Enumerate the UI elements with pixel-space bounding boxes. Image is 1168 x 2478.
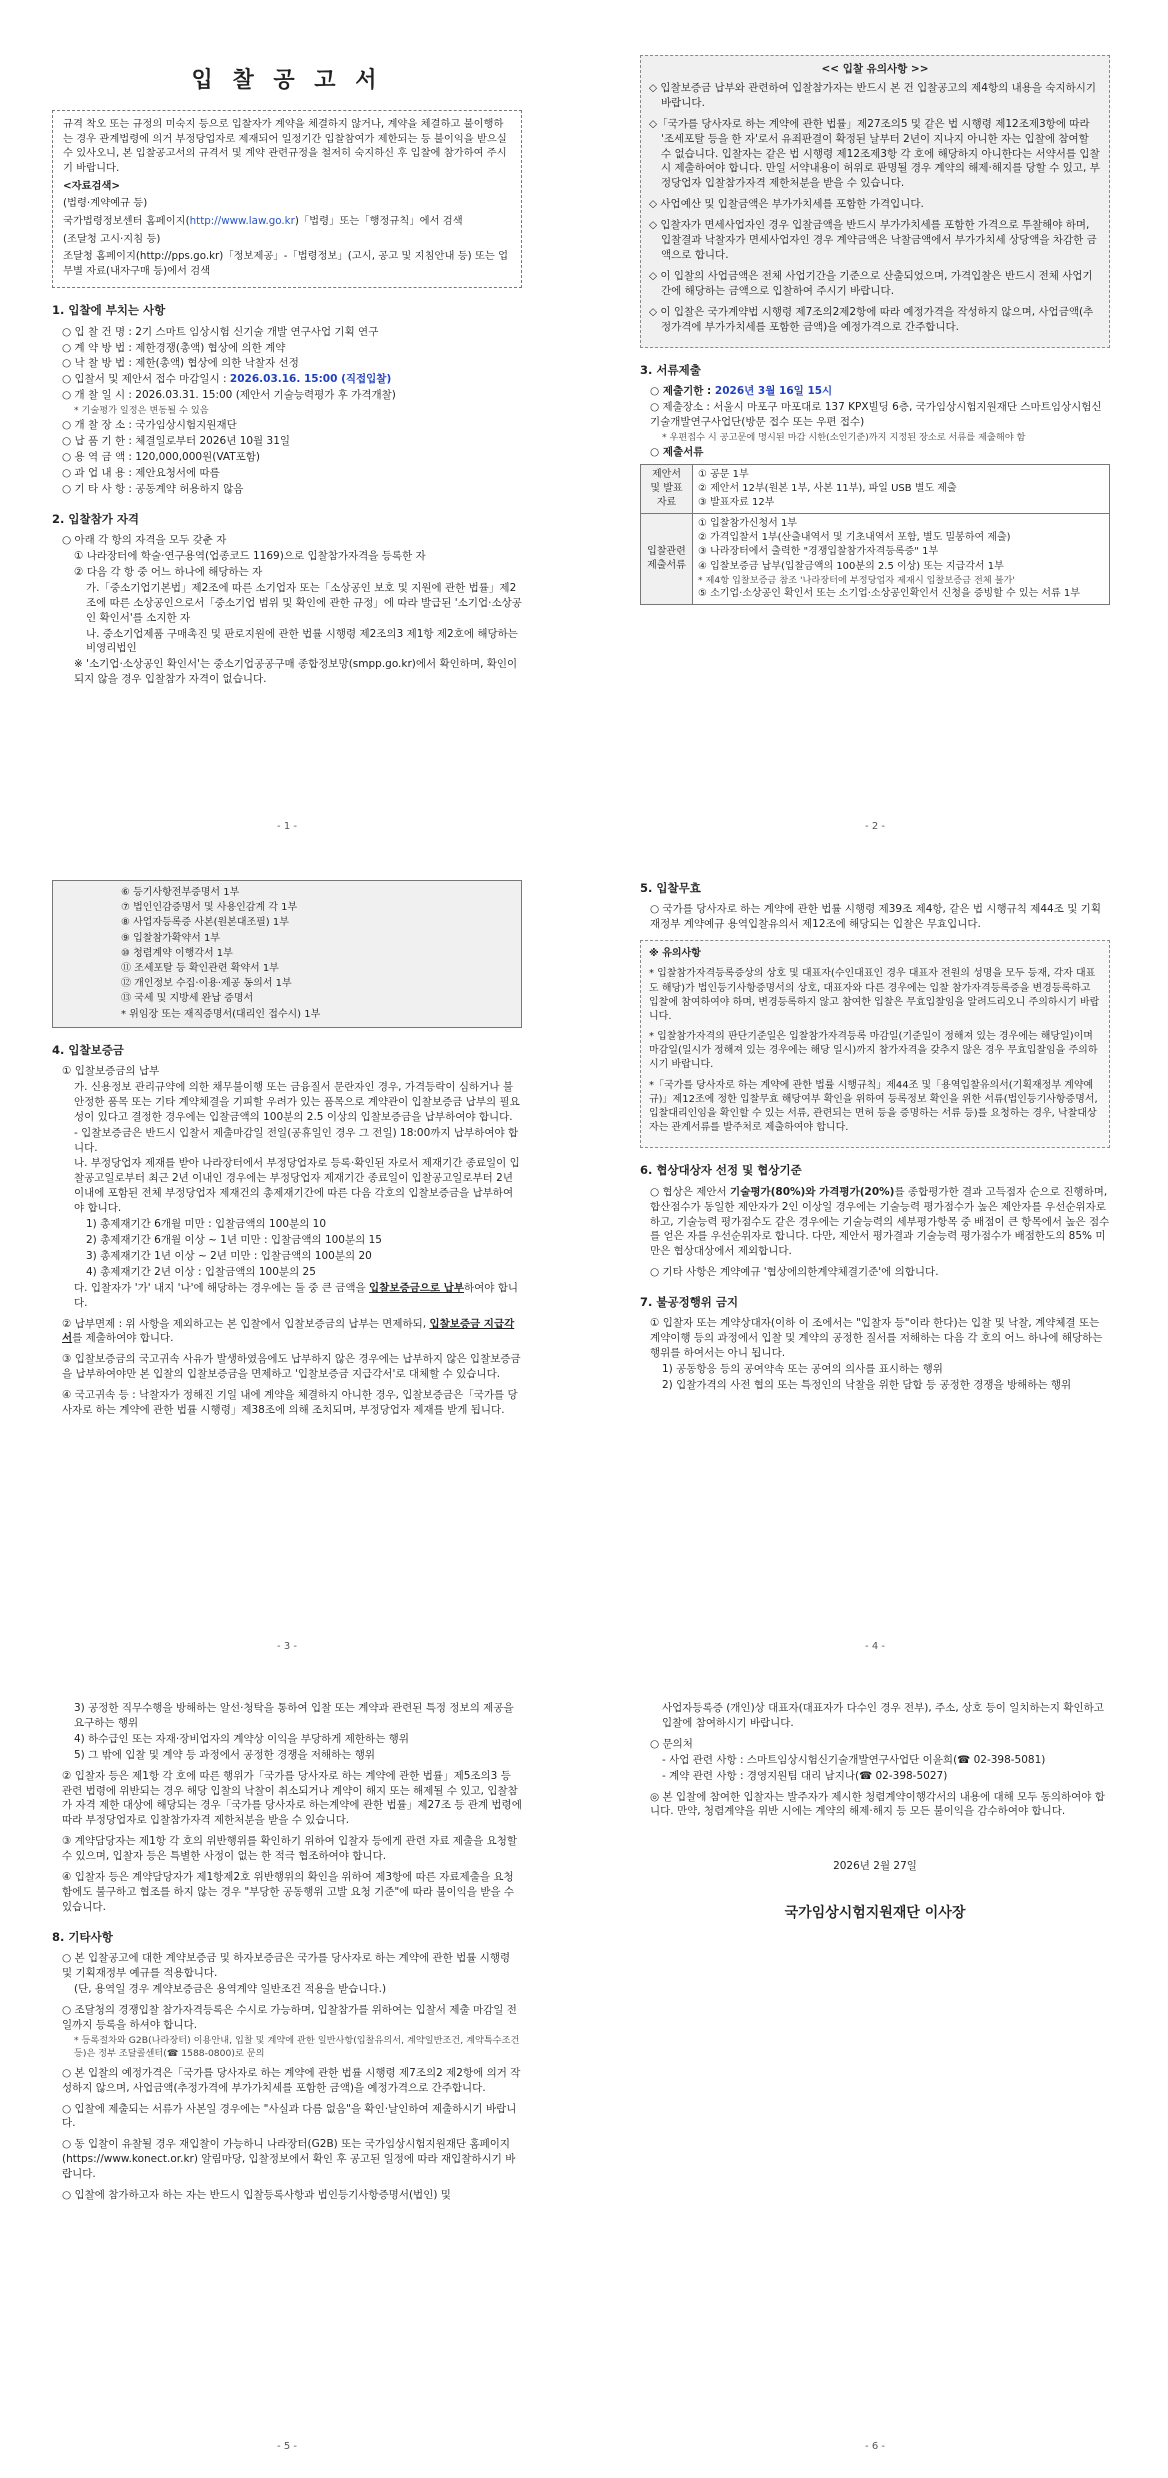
deposit-item: 4) 총제재기간 2년 이상 : 입찰금액의 100분의 25 bbox=[86, 1265, 316, 1278]
deposit-item: ④ 국고귀속 등 : 낙찰자가 정해진 기일 내에 계약을 체결하지 아니한 경우, 입찰보증금은「국가를 당사자로 하는 계약에 관한 법률 시행령」제38조에 의해 조치되며, 부정당업자 제재를 받게 됩니다. bbox=[62, 1389, 518, 1417]
other-item: ○ 입찰에 제출되는 서류가 사본일 경우에는 "사실과 다름 없음"을 확인·날인하여 제출하시기 바랍니다. bbox=[62, 2102, 517, 2130]
announcement-date: 2026년 2월 27일 bbox=[833, 1860, 917, 1873]
qualification-item: ② 다음 각 항 중 어느 하나에 해당하는 자 bbox=[74, 565, 263, 578]
page-number-1: - 1 - bbox=[277, 821, 297, 832]
note-item: * 입찰참가자격의 판단기준일은 입찰참가자격등록 마감일(기준일이 정해져 있는 경우에는 해당일)이며 마감일(일시가 정해져 있는 경우에는 해당 일시)까지 참가자격을 갖추지 않은 경우 무효입찰임을 주의하시기 바랍니다. bbox=[649, 1031, 1098, 1071]
other-item: ○ 조달청의 경쟁입찰 참가자격등록은 수시로 가능하며, 입찰참가를 위하여는 입찰서 제출 마감일 전일까지 등록을 하셔야 합니다. bbox=[62, 2003, 517, 2031]
doc-item: ③ 발표자료 12부 bbox=[698, 496, 775, 508]
qualification-note: ※ '소기업·소상공인 확인서'는 중소기업공공구매 종합정보망(smpp.go.kr)에서 확인하며, 확인이 되지 않을 경우 입찰참가 자격이 없습니다. bbox=[74, 658, 518, 686]
doc-note: * 제4항 입찰보증금 참조 '나라장터에 부정당업자 제재시 입찰보증금 전체 불가' bbox=[698, 574, 1015, 586]
contact-contract: - 계약 관련 사항 : 경영지원팀 대리 남지나(☎ 02-398-5027) bbox=[662, 1769, 948, 1782]
deposit-item: 1) 총제재기간 6개월 미만 : 입찰금액의 100분의 10 bbox=[86, 1218, 327, 1231]
note-item: * 입찰참가자격등록증상의 상호 및 대표자(수인대표인 경우 대표자 전원의 성명을 모두 등재, 각자 대표도 해당)가 법인등기사항증명서의 상호, 대표자와 다른 경우에는 입찰 참가자격등록증을 변경등록하고 입찰에 참여하여야 하며, 변경등록하지 않고 참여한 입찰은 무효입찰임을 알려드리오니 주의하시기 바랍니다. bbox=[649, 968, 1100, 1022]
other-item: ○ 본 입찰의 예정가격은「국가를 당사자로 하는 계약에 관한 법률 시행령 제7조의2 제2항에 의거 작성하지 않으며, 사업금액(추정가격에 부가가치세를 포함한 금액)을 예정가격으로 간주합니다. bbox=[62, 2066, 521, 2094]
docs-continued-box bbox=[52, 880, 522, 1028]
deposit-item: - 입찰보증금은 반드시 입찰서 제출마감일 전일(공휴일인 경우 그 전일) 18:00까지 납부하여야 합니다. bbox=[74, 1126, 519, 1154]
qualification-item: 나. 중소기업제품 구매촉진 및 판로지원에 관한 법률 시행령 제2조의3 제1항 제2호에 해당하는 비영리법인 bbox=[86, 627, 518, 655]
page-number-6: - 6 - bbox=[865, 2441, 885, 2452]
table-cell bbox=[693, 514, 1110, 605]
negotiation-other: ○ 기타 사항은 계약예규 '협상에의한계약체결기준'에 의합니다. bbox=[650, 1266, 939, 1279]
other-item: ○ 본 입찰공고에 대한 계약보증금 및 하자보증금은 국가를 당사자로 하는 계약에 관한 법률 시행령 및 기획재정부 예규를 적용합니다. bbox=[62, 1952, 511, 1980]
section-8-title: 8. 기타사항 bbox=[52, 1929, 113, 1944]
other-item: ○ 동 입찰이 유찰될 경우 재입찰이 가능하니 나라장터(G2B) 또는 국가임상시험지원재단 홈페이지(https://www.konect.or.kr) 알림마당, 입찰정보에서 확인 후 공고된 일정에 따라 재입찰하시기 바랍니다. bbox=[62, 2138, 516, 2181]
search-line-2: 국가법령정보센터 홈페이지(http://www.law.go.kr)「법령」또는「행정규칙」에서 검색 bbox=[63, 214, 463, 227]
unfair-practice-item: ④ 입찰자 등은 계약담당자가 제1항제2호 위반행위의 확인을 위하여 제3항에 따른 자료제출을 요청함에도 불구하고 협조를 하지 않는 경우 "부당한 공동행위 고발 요청 기준"에 따라 불이익을 받을 수 있습니다. bbox=[62, 1871, 514, 1913]
qualification-item: 가.「중소기업기본법」제2조에 따른 소기업자 또는「소상공인 보호 및 지원에 관한 법률」제2조에 따른 소상공인으로서「중소기업 범위 및 확인에 관한 규정」에 따라 발급된 '소기업·소상공인 확인서'를 소지한 자 bbox=[86, 581, 522, 624]
submission-note: * 우편접수 시 공고문에 명시된 마감 시한(소인기준)까지 지정된 장소로 서류를 제출해야 함 bbox=[662, 431, 1026, 443]
page-5 bbox=[52, 1700, 522, 2204]
page-1 bbox=[52, 55, 522, 688]
caution-item: ◇ 입찰보증금 납부와 관련하여 입찰참가자는 반드시 본 건 입찰공고의 제4항의 내용을 숙지하시기 바랍니다. bbox=[649, 81, 1097, 109]
submission-deadline: ○ 제출기한 : 2026년 3월 16일 15시 bbox=[650, 384, 833, 397]
delivery-deadline: ○ 납 품 기 한 : 체결일로부터 2026년 10월 31일 bbox=[62, 435, 291, 448]
doc-item: ⑫ 개인정보 수집·이용·제공 동의서 1부 bbox=[121, 978, 292, 990]
opening-datetime: ○ 개 찰 일 시 : 2026.03.31. 15:00 (제안서 기술능력평가 후 가격개찰) bbox=[62, 389, 396, 402]
section-4-title: 4. 입찰보증금 bbox=[52, 1042, 124, 1057]
intro-notice-box bbox=[52, 110, 522, 288]
bid-name: ○ 입 찰 건 명 : 2기 스마트 임상시험 신기술 개발 연구사업 기획 연구 bbox=[62, 325, 379, 338]
notes-heading: ※ 유의사항 bbox=[649, 948, 701, 960]
deposit-exemption: ② 납부면제 : 위 사항을 제외하고는 본 입찰에서 입찰보증금의 납부는 면제하되, 입찰보증금 지급각서를 제출하여야 합니다. bbox=[62, 1317, 515, 1345]
caution-item: ◇ 이 입찰은 국가계약법 시행령 제7조의2제2항에 따라 예정가격을 작성하지 않으며, 사업금액(추정가격에 부가가치세를 포함한 금액)을 예정가격으로 간주합니다. bbox=[649, 305, 1094, 333]
deposit-item: 3) 총제재기간 1년 이상 ~ 2년 미만 : 입찰금액의 100분의 20 bbox=[86, 1249, 372, 1262]
unfair-practice-item: 5) 그 밖에 입찰 및 계약 등 과정에서 공정한 경쟁을 저해하는 행위 bbox=[74, 1748, 376, 1761]
other-note: * 등록절차와 G2B(나라장터) 이용안내, 입찰 및 계약에 관한 일반사항(입찰유의서, 계약일반조건, 계약특수조건 등)은 정부 조달콜센터(☎ 1588-0800)로 문의 bbox=[74, 2034, 520, 2059]
section-3-title: 3. 서류제출 bbox=[640, 362, 701, 377]
deposit-item: ③ 입찰보증금의 국고귀속 사유가 발생하였음에도 납부하지 않은 경우에는 납부하지 않은 입찰보증금을 납부하여야만 본 입찰의 입찰보증금을 면제하고 '입찰보증금 지급각서'로 대체할 수 있습니다. bbox=[62, 1353, 521, 1381]
page-3 bbox=[52, 880, 522, 1419]
task-content: ○ 과 업 내 용 : 제안요청서에 따름 bbox=[62, 466, 220, 479]
unfair-practice-item: 1) 공동항응 등의 공여약속 또는 공여의 의사를 표시하는 행위 bbox=[662, 1363, 943, 1376]
document-title: 입 찰 공 고 서 bbox=[191, 68, 383, 93]
section-6-title: 6. 협상대상자 선정 및 협상기준 bbox=[640, 1163, 802, 1178]
contact-heading: ○ 문의처 bbox=[650, 1737, 693, 1750]
section-5-title: 5. 입찰무효 bbox=[640, 881, 701, 895]
doc-item: ⑦ 법인인감증명서 및 사용인감계 각 1부 bbox=[121, 902, 298, 914]
opening-note: * 기술평가 일정은 변동될 수 있음 bbox=[74, 405, 209, 417]
page-number-2: - 2 - bbox=[865, 821, 885, 832]
unfair-practice-item: ② 입찰자 등은 제1항 각 호에 따른 행위가「국가를 당사자로 하는 계약에 관한 법률」제5조의3 등 관련 법령에 위반되는 경우 해당 입찰의 낙찰이 취소되거나 계약이 해지 또는 해제될 수 있고, 입찰참가 자격 제한 대상에 해당되는 경우「국가를 당사자로 하는계약에 관한 법률」제27조 등 관계 법령에 따라 부정당업자로 입찰참가자격 제한처분을 받을 수 있습니다. bbox=[62, 1769, 522, 1827]
search-line-4: 조달청 홈페이지(http://pps.go.kr)「정보제공」-「법령정보」(고시, 공고 및 지침안내 등) 또는 업무별 자료(내자구매 등)에서 검색 bbox=[63, 250, 509, 277]
other-item: ○ 입찰에 참가하고자 하는 자는 반드시 입찰등록사항과 법인등기사항증명서(법인) 및 bbox=[62, 2189, 451, 2202]
page-number-4: - 4 - bbox=[865, 1641, 885, 1652]
doc-item: ⑨ 입찰참가확약서 1부 bbox=[121, 932, 220, 944]
contract-method: ○ 계 약 방 법 : 제한경쟁(총액) 협상에 의한 계약 bbox=[62, 341, 286, 354]
note-item: *「국가를 당사자로 하는 계약에 관한 법률 시행규칙」제44조 및「용역입찰유의서(기획재정부 계약예규)」제12조에 정한 입찰무효 해당여부 확인을 위하여 등록정보 확인을 위한 서류(법인등기사항증명서, 입찰대리인임을 확인할 수 있는 서류, 관련되는 면허 등을 증명하는 서류 등)를 요청하는 경우, 낙찰대상자는 관계서류를 발주처로 제출하여야 합니다. bbox=[649, 1079, 1098, 1134]
intro-text: 규격 착오 또는 규정의 미숙지 등으로 입찰자가 계약을 체결하지 않거나, 계약을 체결하고 불이행하는 경우 관계법령에 의거 부정당업자로 제재되어 일정기간 입찰참여가 제한되는 등 불이익을 받으실 수 있사오니, 본 입찰공고서의 규격서 및 계약 관련규정을 철저히 숙지하신 후 입찰에 참가하여 주시기 바랍니다. bbox=[63, 118, 507, 175]
negotiation-criteria: ○ 협상은 제안서 기술평가(80%)와 가격평가(20%)를 종합평가한 결과 고득점자 순으로 진행하며, 합산점수가 동일한 제안자가 2인 이상일 경우에는 기술능력 평가점수가 높은 제안자를 우선순위자로 하고, 기술능력 평가점수도 같은 경우에는 기술능력의 세부평가항목 중 배점이 큰 항목에서 높은 점수를 얻은 자를 우선순위자로 합니다. 다만, 제안서 평가결과 기술능력 평가점수가 배점한도의 85% 미만은 협상대상에서 제외합니다. bbox=[650, 1185, 1110, 1258]
page-number-5: - 5 - bbox=[277, 2441, 297, 2452]
doc-item: ③ 나라장터에서 출력한 "경쟁입찰참가자격등록증" 1부 bbox=[698, 546, 939, 558]
unfair-practice-item: 4) 하수급인 또는 자재·장비업자의 계약상 이익을 부당하게 제한하는 행위 bbox=[74, 1732, 409, 1745]
table-label-proposal: 제안서 및 발표자료 bbox=[641, 464, 693, 514]
table-cell bbox=[693, 464, 1110, 514]
doc-item: ① 입찰참가신청서 1부 bbox=[698, 518, 797, 530]
doc-item: ⑧ 사업자등록증 사본(원본대조필) 1부 bbox=[121, 917, 289, 929]
caution-item: ◇ 사업예산 및 입찰금액은 부가가치세를 포함한 가격입니다. bbox=[649, 198, 924, 211]
table-label-bid-docs: 입찰관련 제출서류 bbox=[641, 514, 693, 605]
page-2 bbox=[640, 55, 1110, 605]
search-line-3: (조달청 고시·지침 등) bbox=[63, 232, 161, 245]
doc-item: ⑪ 조세포탈 등 확인관련 확약서 1부 bbox=[121, 962, 279, 974]
submission-docs-table bbox=[640, 464, 1110, 606]
caution-item: ◇「국가를 당사자로 하는 계약에 관한 법률」제27조의5 및 같은 법 시행령 제12조제3항에 따라 '조세포탈 등을 한 자'로서 유죄판결이 확정된 날부터 2년이 지나지 아니한 자는 입찰에 참여할 수 없습니다. 입찰자는 같은 법 시행령 제12조제3항 각 호에 해당하지 아니한다는 서약서를 입찰시 제출하여야 합니다. 만일 서약내용이 허위로 판명될 경우 계약의 해제·해지를 당할 수 있고, 부정당업자 입찰참가자격 제한처분을 받을 수 있습니다. bbox=[649, 117, 1100, 190]
deposit-item: 2) 총제재기간 6개월 이상 ~ 1년 미만 : 입찰금액의 100분의 15 bbox=[86, 1233, 382, 1246]
unfair-practice-item: ③ 계약담당자는 제1항 각 호의 위반행위를 확인하기 위하여 입찰자 등에게 관련 자료 제출을 요청할 수 있으며, 입찰자 등은 특별한 사정이 없는 한 적극 협조하여야 합니다. bbox=[62, 1835, 518, 1863]
doc-item: ⑤ 소기업·소상공인 확인서 또는 소기업·소상공인확인서 신청을 증빙할 수 있는 서류 1부 bbox=[698, 587, 1080, 599]
other-items: ○ 기 타 사 항 : 공동계약 허용하지 않음 bbox=[62, 482, 244, 495]
other-item: 사업자등록증 (개인)상 대표자(대표자가 다수인 경우 전부), 주소, 상호 등이 일치하는지 확인하고 입찰에 참여하시기 바랍니다. bbox=[662, 1702, 1104, 1729]
invalid-bid-text: ○ 국가를 당사자로 하는 계약에 관한 법률 시행령 제39조 제4항, 같은 법 시행규칙 제44조 및 기획재정부 계약예규 용역입찰유의서 제12조에 해당되는 입찰은 무효입니다. bbox=[650, 903, 1101, 931]
doc-item: ⑥ 등기사항전부증명서 1부 bbox=[121, 887, 240, 898]
service-amount: ○ 용 역 금 액 : 120,000,000원(VAT포함) bbox=[62, 451, 261, 464]
caution-item: ◇ 이 입찰의 사업금액은 전체 사업기간을 기준으로 산출되었으며, 가격입찰은 반드시 전체 사업기간에 해당하는 금액으로 입찰하여 주시기 바랍니다. bbox=[649, 269, 1093, 297]
deposit-item: 나. 부정당업자 제재를 받아 나라장터에서 부정당업자로 등록·확인된 자로서 제재기간 종료일이 입찰공고일로부터 최근 2년 이내인 경우에는 부정당업자 제재기간 종료일이 입찰공고일로부터 2년 이내에 포함된 전체 부정당업자 제재건의 총제재기간에 따른 다음 각호의 입찰보증금을 납부하여야 합니다. bbox=[74, 1157, 520, 1215]
doc-item: ⑩ 청렴계약 이행각서 1부 bbox=[121, 947, 233, 959]
caution-item: ◇ 입찰자가 면세사업자인 경우 입찰금액을 반드시 부가가치세를 포함한 가격으로 투찰해야 하며, 입찰결과 낙찰자가 면세사업자인 경우 계약금액은 낙찰금액에서 부가가치세 상당액을 차감한 금액으로 합니다. bbox=[649, 219, 1097, 261]
unfair-practice-item: 2) 입찰가격의 사전 협의 또는 특정인의 낙찰을 위한 담합 등 공정한 경쟁을 방해하는 행위 bbox=[662, 1379, 1072, 1392]
deadline: ○ 입찰서 및 제안서 접수 마감일시 : 2026.03.16. 15:00 (직접입찰) bbox=[62, 373, 392, 386]
qualification-item: ① 나라장터에 학술·연구용역(업종코드 1169)으로 입찰참가자격을 등록한 자 bbox=[74, 550, 426, 563]
doc-item: ② 제안서 12부(원본 1부, 사본 11부), 파일 USB 별도 제출 bbox=[698, 482, 957, 494]
unfair-practice-item: 3) 공정한 직무수행을 방해하는 알선·청탁을 통하여 입찰 또는 계약과 관련된 특정 정보의 제공을 요구하는 행위 bbox=[74, 1702, 514, 1729]
page-6 bbox=[640, 1700, 1110, 1924]
qualification-item: ○ 아래 각 항의 자격을 모두 갖춘 자 bbox=[62, 534, 227, 547]
submission-place: ○ 제출장소 : 서울시 마포구 마포대로 137 KPX빌딩 6층, 국가임상시험지원재단 스마트임상시험신기술개발연구사업단(방문 접수 또는 우편 접수) bbox=[650, 400, 1102, 428]
deposit-item: 다. 입찰자가 '가' 내지 '나'에 해당하는 경우에는 둘 중 큰 금액을 입찰보증금으로 납부하여야 합니다. bbox=[74, 1281, 519, 1309]
doc-item: ① 공문 1부 bbox=[698, 468, 749, 480]
section-7-title: 7. 불공정행위 금지 bbox=[640, 1295, 739, 1310]
submission-docs-heading: ○ 제출서류 bbox=[650, 445, 704, 458]
search-heading: <자료검색> bbox=[63, 179, 121, 192]
doc-item: ② 가격입찰서 1부(산출내역서 및 기초내역서 포함, 별도 밀봉하여 제출) bbox=[698, 532, 1011, 544]
section-1-title: 1. 입찰에 부치는 사항 bbox=[52, 303, 166, 318]
section-2-title: 2. 입찰참가 자격 bbox=[52, 511, 140, 526]
caution-notes-box bbox=[640, 940, 1110, 1148]
search-line-1: (법령·계약예규 등) bbox=[63, 197, 148, 210]
doc-item: * 위임장 또는 재직증명서(대리인 접수시) 1부 bbox=[121, 1008, 321, 1020]
issuer-signature: 국가임상시험지원재단 이사장 bbox=[784, 1905, 966, 1922]
award-method: ○ 낙 찰 방 법 : 제한(총액) 협상에 의한 낙찰자 선정 bbox=[62, 357, 299, 370]
law-site-link[interactable]: http://www.law.go.kr bbox=[189, 214, 295, 227]
bid-caution-box bbox=[640, 55, 1110, 348]
caution-title: << 입찰 유의사항 >> bbox=[821, 63, 929, 75]
page-number-3: - 3 - bbox=[277, 1641, 297, 1652]
unfair-practice-item: ① 입찰자 또는 계약상대자(이하 이 조에서는 "입찰자 등"이라 한다)는 입찰 및 낙찰, 계약체결 또는 계약이행 등의 과정에서 입찰 및 계약의 공정한 질서를 저해하는 다음 각 호의 어느 하나에 해당하는 행위를 하여서는 아니 됩니다. bbox=[650, 1317, 1103, 1360]
doc-item: ④ 입찰보증금 납부(입찰금액의 100분의 2.5 이상) 또는 지급각서 1부 bbox=[698, 560, 1004, 572]
doc-item: ⑬ 국세 및 지방세 완납 증명서 bbox=[121, 993, 254, 1005]
contact-business: - 사업 관련 사항 : 스마트임상시험신기술개발연구사업단 이윤희(☎ 02-398-5081) bbox=[662, 1753, 1046, 1766]
deposit-item: 가. 신용정보 관리규약에 의한 채무불이행 또는 금융질서 문란자인 경우, 가격등락이 심하거나 불안정한 품목 또는 기타 계약체결을 기피할 우려가 있는 품목으로 계약관이 입찰보증금 납부의 필요성이 있다고 결정한 경우에는 입찰금액의 100분의 2.5 이상의 입찰보증금을 납부하여야 합니다. bbox=[74, 1080, 520, 1123]
deposit-item: ① 입찰보증금의 납부 bbox=[62, 1065, 160, 1078]
page-4 bbox=[640, 880, 1110, 1394]
opening-place: ○ 개 찰 장 소 : 국가임상시험지원재단 bbox=[62, 419, 237, 432]
integrity-notice: ◎ 본 입찰에 참여한 입찰자는 발주자가 제시한 청렴계약이행각서의 내용에 대해 모두 동의하여야 합니다. 만약, 청렴계약을 위반 시에는 계약의 해제·해지 등 모든 불이익을 감수하여야 합니다. bbox=[650, 1790, 1105, 1818]
other-item: (단, 용역일 경우 계약보증금은 용역계약 일반조건 적용을 받습니다.) bbox=[74, 1982, 387, 1995]
